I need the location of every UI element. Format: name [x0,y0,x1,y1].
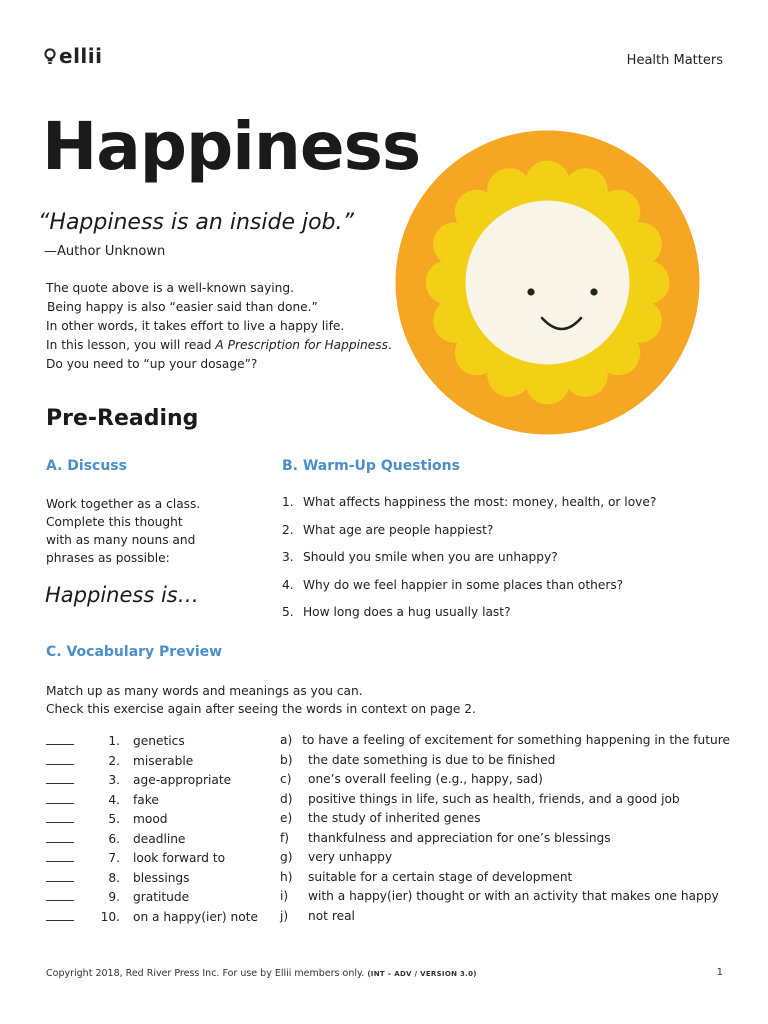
pre-reading-heading: Pre-Reading [46,406,199,431]
discuss-instructions [46,495,246,567]
answer-blank[interactable] [46,889,74,901]
quote-author: —Author Unknown [44,244,166,259]
list-item: 3. Should you smile when you are unhappy? [282,550,558,564]
version-text: (INT – ADV / VERSION 3.0) [367,970,477,978]
list-item: 1. genetics [46,733,276,753]
list-item: 4. fake [46,792,276,812]
vocab-heading: C. Vocabulary Preview [46,644,223,660]
intro-line: In other words, it takes effort to live a happy life. [46,319,345,333]
list-item: 5. How long does a hug usually last? [282,605,511,619]
list-item: c) one’s overall feeling (e.g., happy, sad) [280,772,543,786]
answer-blank[interactable] [46,870,74,882]
answer-blank[interactable] [46,811,74,823]
copyright-text: Copyright 2018, Red River Press Inc. For use by Ellii members only. [46,968,365,979]
warmup-questions-list [282,495,742,633]
list-item: 3. age-appropriate [46,772,276,792]
list-item: g) very unhappy [280,850,393,864]
list-item: 10. on a happy(ier) note [46,909,276,929]
answer-blank[interactable] [46,850,74,862]
list-item: 2. miserable [46,753,276,773]
vocab-instructions [46,682,476,718]
quote-text: “Happiness is an inside job.” [38,210,354,235]
list-item: 9. gratitude [46,889,276,909]
discuss-prompt: Happiness is… [45,583,199,607]
list-item: 5. mood [46,811,276,831]
answer-blank[interactable] [46,831,74,843]
discuss-line: phrases as possible: [46,551,170,565]
discuss-line: Complete this thought [46,515,183,529]
ellii-logo [44,44,103,68]
sun-face [466,201,630,365]
list-item: j) not real [280,908,355,923]
smiling-sun-illustration [395,130,700,435]
sun-left-eye [527,288,534,295]
list-item: f) thankfulness and appreciation for one’s blessings [280,830,611,845]
list-item: h) suitable for a certain stage of development [280,869,573,884]
answer-blank[interactable] [46,909,74,921]
intro-line: The quote above is a well-known saying. [46,281,294,295]
page-number: 1 [716,967,723,978]
sun-right-eye [590,288,597,295]
answer-blank[interactable] [46,792,74,804]
list-item: 8. blessings [46,870,276,890]
intro-line: In this lesson, you will read A Prescription for Happiness. [46,338,392,352]
page-title: Happiness [42,108,421,185]
vocab-words-list [46,733,276,928]
lightbulb-icon [44,48,56,65]
reading-title: A Prescription for Happiness [215,338,388,352]
list-item: a) to have a feeling of excitement for something happening in the future [280,733,730,747]
discuss-line: Work together as a class. [46,497,201,511]
discuss-heading: A. Discuss [46,458,127,474]
intro-line: Being happy is also “easier said than done.” [47,300,318,314]
header-section-label: Health Matters [626,53,723,68]
list-item: d) positive things in life, such as health, friends, and a good job [280,791,680,806]
vocab-definitions-list [280,733,730,928]
list-item: e) the study of inherited genes [280,811,481,825]
logo-text: ellii [59,44,103,68]
answer-blank[interactable] [46,733,74,745]
answer-blank[interactable] [46,772,74,784]
list-item: 4. Why do we feel happier in some places than others? [282,577,624,592]
list-item: 6. deadline [46,831,276,851]
list-item: 1. What affects happiness the most: money, health, or love? [282,495,657,509]
warmup-heading: B. Warm-Up Questions [282,458,460,474]
list-item: 7. look forward to [46,850,276,870]
answer-blank[interactable] [46,753,74,765]
footer-copyright [46,968,477,979]
intro-line: Do you need to “up your dosage”? [46,357,258,371]
list-item: 2. What age are people happiest? [282,522,494,537]
list-item: b) the date something is due to be finished [280,752,556,767]
vocab-instruction-line: Match up as many words and meanings as you can. [46,684,363,698]
intro-paragraph [46,279,392,374]
list-item: i) with a happy(ier) thought or with an activity that makes one happy [280,889,719,903]
vocab-instruction-line: Check this exercise again after seeing the words in context on page 2. [46,702,476,716]
discuss-line: with as many nouns and [46,533,196,547]
